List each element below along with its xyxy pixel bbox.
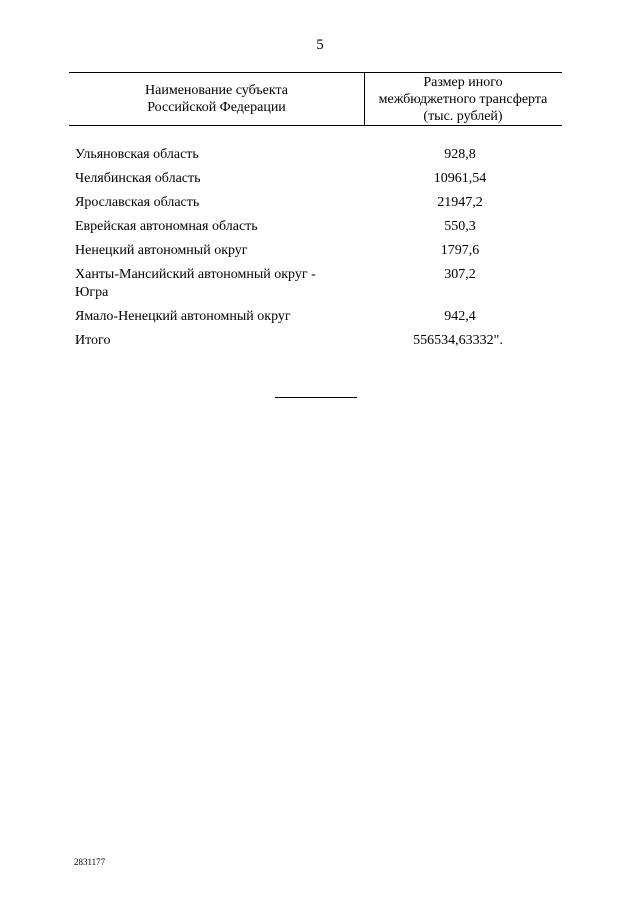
row-transfer-value: 550,3	[444, 219, 476, 234]
row-transfer-value: 21947,2	[437, 195, 483, 210]
table-row	[75, 308, 565, 326]
header-transfer-size-line1: Размер иного	[423, 75, 503, 90]
table-body	[75, 146, 565, 356]
table-total-row	[75, 332, 565, 350]
header-transfer-size-line3: (тыс. рублей)	[423, 109, 503, 124]
row-transfer-value: 942,4	[444, 309, 476, 324]
table-top-rule	[69, 72, 562, 73]
row-subject-name: Ульяновская область	[75, 147, 199, 162]
header-subject-name	[69, 82, 364, 116]
row-subject-name: Ненецкий автономный округ	[75, 243, 248, 258]
header-subject-name-line2: Российской Федерации	[147, 100, 286, 115]
table-row	[75, 266, 565, 302]
row-subject-name: Еврейская автономная область	[75, 219, 258, 234]
table-row	[75, 170, 565, 188]
row-transfer-value: 1797,6	[440, 243, 480, 258]
row-transfer-value: 10961,54	[433, 171, 487, 186]
table-row	[75, 242, 565, 260]
header-subject-name-line1: Наименование субъекта	[145, 83, 288, 98]
row-transfer-value: 307,2	[444, 267, 476, 282]
row-transfer-value: 928,8	[444, 147, 476, 162]
table-header-bottom-rule	[69, 125, 562, 126]
page-number: 5	[316, 37, 324, 53]
table-row	[75, 194, 565, 212]
header-transfer-size	[364, 74, 562, 125]
row-subject-name-line2: Югра	[75, 285, 109, 300]
row-subject-name: Ярославская область	[75, 195, 200, 210]
table-row	[75, 218, 565, 236]
end-separator-line	[275, 397, 357, 398]
header-transfer-size-line2: межбюджетного трансферта	[378, 92, 548, 107]
total-value: 556534,63332".	[413, 333, 503, 348]
row-subject-name: Челябинская область	[75, 171, 201, 186]
row-subject-name: Ямало-Ненецкий автономный округ	[75, 309, 291, 324]
total-label: Итого	[75, 333, 111, 348]
row-subject-name	[75, 266, 375, 302]
table-row	[75, 146, 565, 164]
row-subject-name-line1: Ханты-Мансийский автономный округ -	[75, 267, 316, 282]
document-code: 2831177	[74, 857, 106, 867]
